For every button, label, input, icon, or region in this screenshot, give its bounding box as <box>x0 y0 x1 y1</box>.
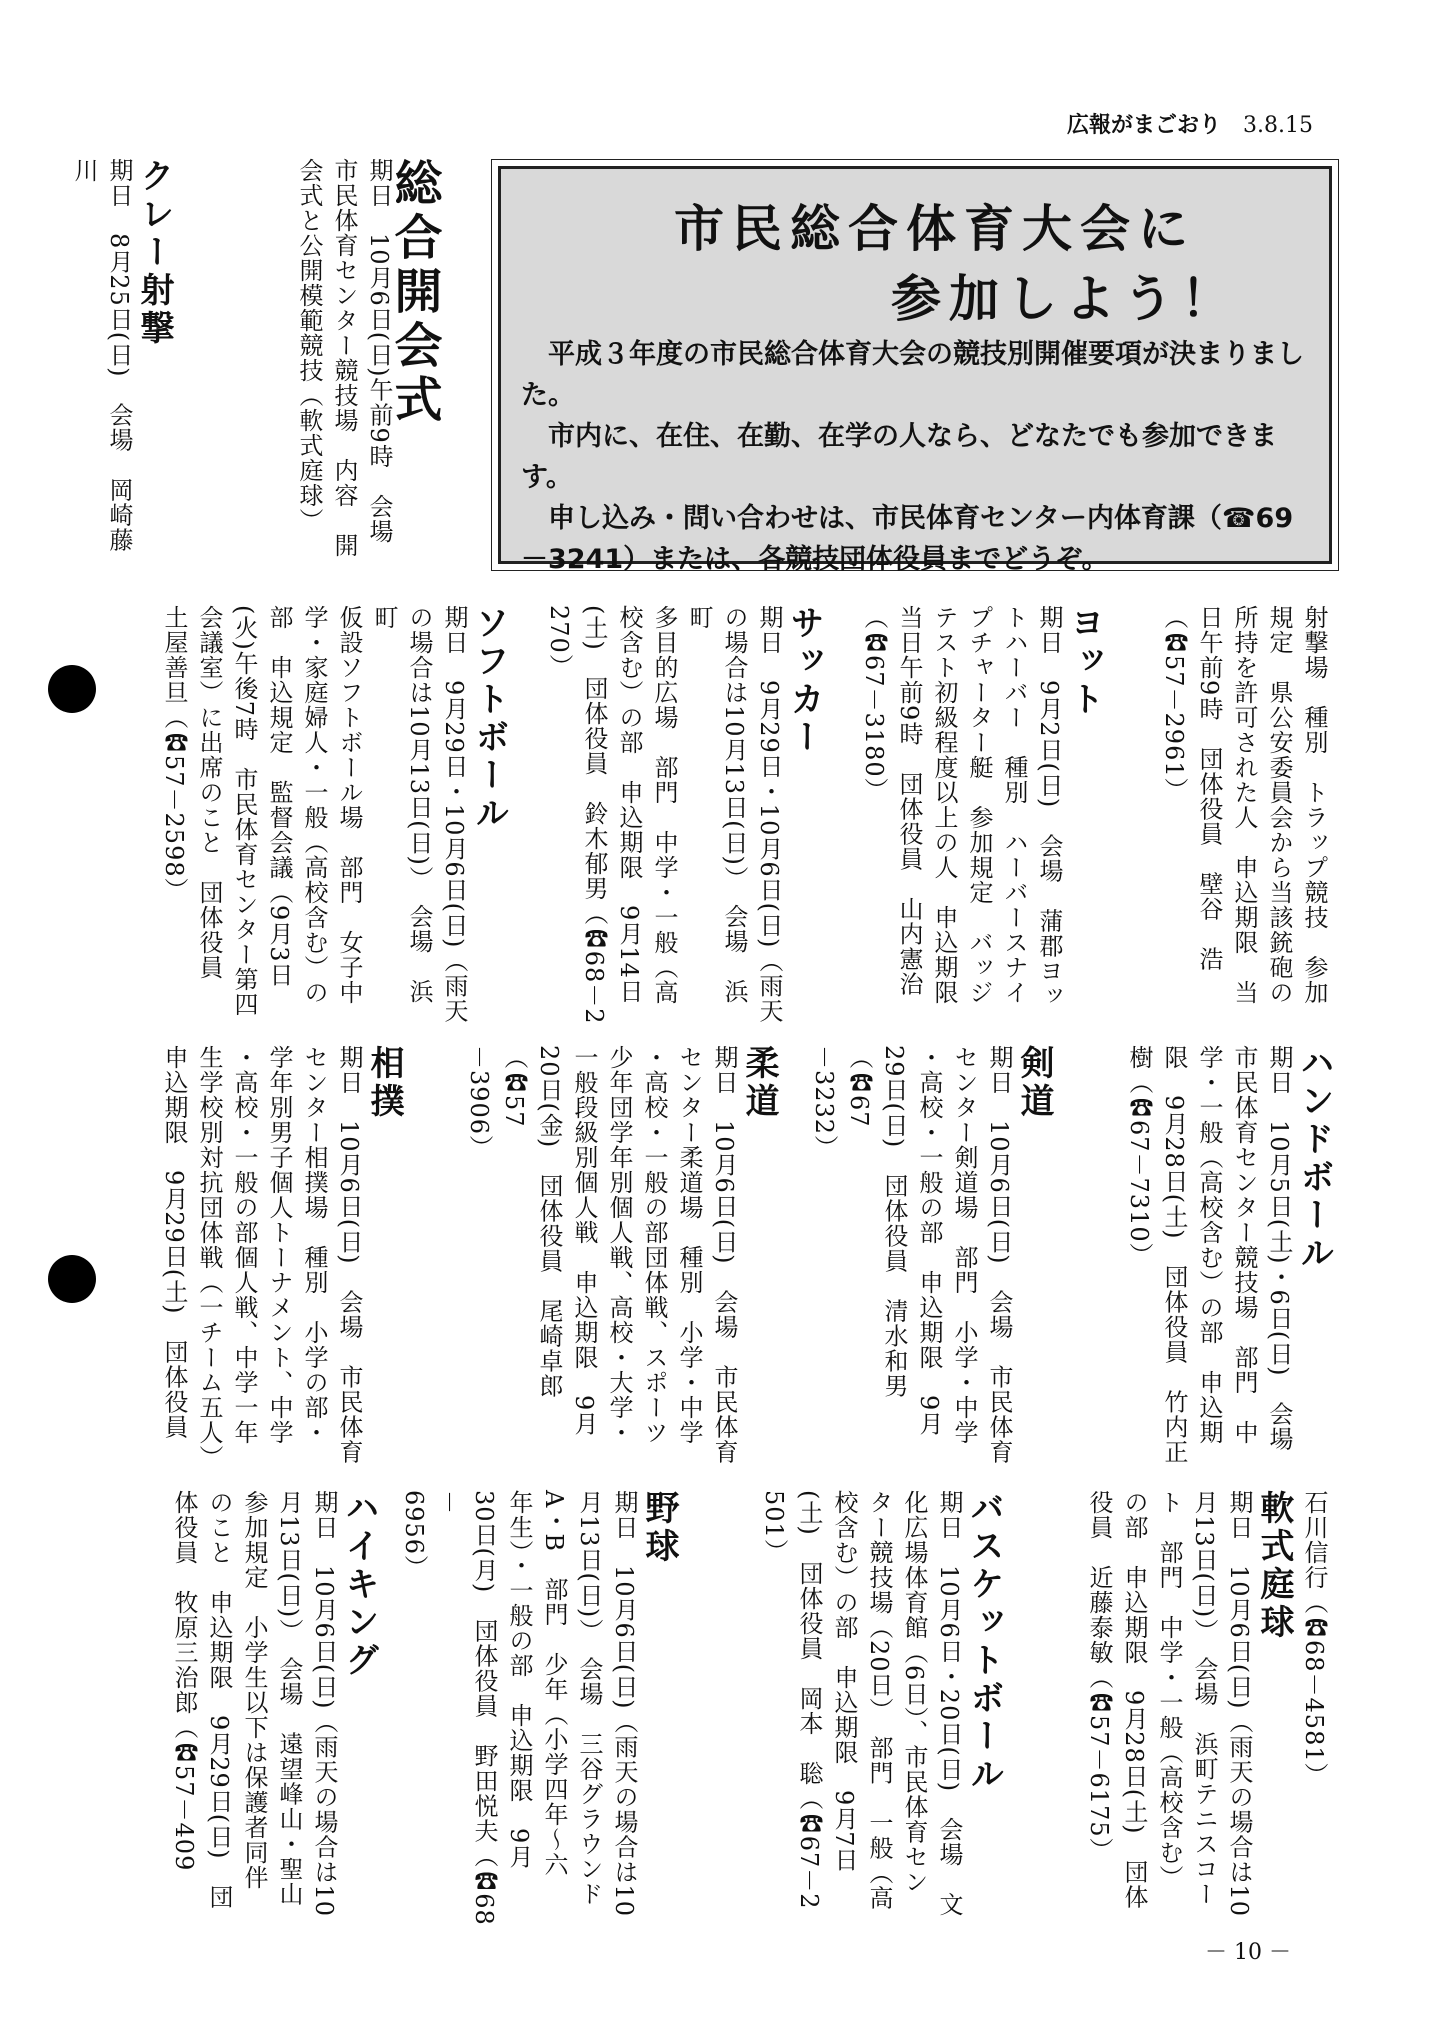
section-line: 月13日(日)） 会場 遠望峰山・聖山 <box>275 1490 303 1907</box>
section-line: 限 9月28日(土) 団体役員 竹内正 <box>1160 1045 1188 1465</box>
section-handball <box>1121 1045 1334 1470</box>
section-heading: ソフトボール <box>469 605 509 833</box>
section-line: 石川信行（☎68－4581） <box>1300 1490 1328 1788</box>
section-line: 校含む）の部 申込期限 9月7日 <box>830 1490 858 1873</box>
section-heading: ヨット <box>1064 605 1104 719</box>
section-sumo-cont <box>1296 1490 1331 1930</box>
section-line: の場合は10月13日(日)） 会場 浜町 <box>370 605 433 1004</box>
section-heading: 軟式庭球 <box>1254 1490 1294 1642</box>
section-hiking <box>166 1490 379 1930</box>
section-line: 月13日(日)） 会場 浜町テニスコー <box>1190 1490 1218 1907</box>
section-line: （☎57－2961） <box>1160 605 1188 803</box>
section-sumo <box>156 1045 404 1470</box>
section-line: センター相撲場 種別 小学の部・ <box>300 1045 328 1445</box>
binding-hole <box>48 1255 96 1303</box>
section-line: ・高校・一般の部団体戦、スポーツ <box>640 1045 668 1445</box>
section-line: 29日(日) 団体役員 清水和男（☎67 <box>845 1045 908 1399</box>
section-heading: ハイキング <box>339 1490 379 1680</box>
section-line: 期日 9月29日・10月6日(日)（雨天 <box>440 605 468 1024</box>
section-line: 申込期限 9月29日(土) 団体役員 <box>160 1045 188 1440</box>
section-line: ・高校・一般の部個人戦、中学一年 <box>230 1045 258 1445</box>
announcement-box <box>498 166 1332 575</box>
newsletter-title: 広報がまごおり <box>1067 113 1222 138</box>
section-line: 規定 県公安委員会から当該銃砲の <box>1265 605 1293 1005</box>
section-line: センター剣道場 部門 小学・中学 <box>950 1045 978 1445</box>
section-line: 期日 10月6日(日)（雨天の場合は10 <box>610 1490 638 1918</box>
announcement-paragraph: 平成３年度の市民総合体育大会の競技別開催要項が決まりました。 <box>521 339 1304 411</box>
section-clay-shooting-cont <box>1156 605 1331 1025</box>
section-line: 期日 10月6日(日) 会場 市民体育 <box>710 1045 738 1465</box>
section-line: 日午前9時 団体役員 壁谷 浩 <box>1195 605 1223 972</box>
section-line: 市民体育センター競技場 部門 中 <box>1230 1045 1258 1445</box>
section-line: 期日 9月29日・10月6日(日)（雨天 <box>755 605 783 1024</box>
section-line: 学・家庭婦人・一般（高校含む）の <box>300 605 328 1005</box>
section-line: ・高校・一般の部 申込期限 9月 <box>915 1045 943 1437</box>
binding-hole <box>48 665 96 713</box>
section-line: 期日 10月5日(土)・6日(日) 会場 <box>1265 1045 1293 1452</box>
section-line: プチャーター艇 参加規定 バッジ <box>965 605 993 1005</box>
section-line: 30日(月) 団体役員 野田悦夫（☎68－ <box>435 1490 498 1926</box>
section-line: 一般段級別個人戦 申込期限 9月 <box>570 1045 598 1437</box>
section-heading: クレー射撃 <box>134 158 174 348</box>
section-yacht <box>856 605 1104 1025</box>
section-judo <box>461 1045 779 1470</box>
section-soccer <box>541 605 824 1025</box>
section-line: －3906） <box>465 1045 493 1161</box>
section-line: (火)午後7時 市民体育センター第四 <box>230 605 258 1017</box>
page-header <box>1067 108 1313 139</box>
section-clay-shooting <box>66 158 174 568</box>
section-line: 少年団学年別個人戦、高校・大学・ <box>605 1045 633 1445</box>
section-line: 期日 8月25日(日) 会場 岡崎藤川 <box>70 158 133 553</box>
section-line: 参加規定 小学生以下は保護者同伴 <box>240 1490 268 1890</box>
announcement-paragraph: 市内に、在住、在勤、在学の人なら、どなたでも参加できます。 <box>521 421 1277 493</box>
section-kendo <box>806 1045 1054 1470</box>
section-line: 体役員 牧原三治郎（☎57－409 <box>170 1490 198 1872</box>
section-line: 270） <box>545 605 573 679</box>
section-line: センター柔道場 種別 小学・中学 <box>675 1045 703 1445</box>
section-line: 部 申込規定 監督会議（9月3日 <box>265 605 293 988</box>
section-heading: ハンドボール <box>1294 1045 1334 1273</box>
section-line: 期日 10月6日(日)午前9時 会場 <box>365 158 393 544</box>
section-line: 役員 近藤泰敏（☎57－6175） <box>1085 1490 1113 1863</box>
section-line: の場合は10月13日(日)） 会場 浜町 <box>685 605 748 1004</box>
section-line: テスト初級程度以上の人 申込期限 <box>930 605 958 1005</box>
section-line: －3232） <box>810 1045 838 1161</box>
section-line: 期日 9月2日(日) 会場 蒲郡ヨッ <box>1035 605 1063 1009</box>
section-line: A・B 部門 少年（小学四年～六 <box>540 1490 568 1877</box>
section-line: (土) 団体役員 岡本 聡（☎67－2 <box>795 1490 823 1910</box>
section-line: 多目的広場 部門 中学・一般（高 <box>650 605 678 1005</box>
section-line: 学・一般（高校含む）の部 申込期 <box>1195 1045 1223 1445</box>
section-line: トハーバー 種別 ハーバースナイ <box>1000 605 1028 1005</box>
section-line: 会式と公開模範競技（軟式庭球） <box>295 158 323 533</box>
section-softball <box>156 605 509 1025</box>
section-line: 所持を許可された人 申込期限 当 <box>1230 605 1258 1005</box>
section-line: 学年別男子個人トーナメント、中学 <box>265 1045 293 1445</box>
section-line: 化広場体育館（6日）、市民体育セン <box>900 1490 928 1895</box>
section-line: 期日 10月6日(日)（雨天の場合は10 <box>310 1490 338 1918</box>
section-line: 市民体育センター競技場 内容 開 <box>330 158 358 558</box>
section-heading: 相撲 <box>364 1045 404 1121</box>
announcement-title-line1: 市民総合体育大会に <box>674 200 1196 258</box>
section-line: 会議室）に出席のこと 団体役員 <box>195 605 223 980</box>
page-number: － 10 － <box>1205 1940 1291 1965</box>
section-line: 6956） <box>400 1490 428 1581</box>
section-line: ター競技場（20日） 部門 一般（高 <box>865 1490 893 1911</box>
section-line: 期日 10月6日(日) 会場 市民体育 <box>335 1045 363 1465</box>
section-line: 20日(金) 団体役員 尾崎卓郎（☎57 <box>500 1045 563 1399</box>
section-line: のこと 申込期限 9月29日(日) 団 <box>205 1490 233 1910</box>
section-baseball <box>396 1490 679 1930</box>
section-line: 樹（☎67－7310） <box>1125 1045 1153 1268</box>
section-basketball <box>756 1490 1004 1930</box>
section-heading: 総合開会式 <box>386 158 442 428</box>
section-line: 当日午前9時 団体役員 山内憲治 <box>895 605 923 997</box>
announcement-paragraph: 申し込み・問い合わせは、市民体育センター内体育課（☎69－3241）または、各競技団体役員までどうぞ。 <box>521 503 1294 575</box>
section-line: 校含む）の部 申込期限 9月14日 <box>615 605 643 1004</box>
section-line: 月13日(日)） 会場 三谷グラウンド <box>575 1490 603 1907</box>
announcement-title-line2: 参加しよう！ <box>891 270 1239 328</box>
section-line: 射撃場 種別 トラップ競技 参加 <box>1300 605 1328 1005</box>
section-line: 仮設ソフトボール場 部門 女子中 <box>335 605 363 1005</box>
section-line: 期日 10月6日(日)（雨天の場合は10 <box>1225 1490 1253 1918</box>
section-heading: 野球 <box>639 1490 679 1566</box>
section-heading: サッカー <box>784 605 824 757</box>
section-line: 年生）・一般の部 申込期限 9月 <box>505 1490 533 1870</box>
announcement-body <box>521 334 1309 580</box>
section-line: （☎67－3180） <box>860 605 888 803</box>
section-line: 期日 10月6日(日) 会場 市民体育 <box>985 1045 1013 1465</box>
section-line: 501） <box>760 1490 788 1564</box>
section-line: ト 部門 中学・一般（高校含む） <box>1155 1490 1183 1890</box>
section-heading: バスケットボール <box>964 1490 1004 1794</box>
issue-date: 3.8.15 <box>1243 113 1313 138</box>
section-line: 期日 10月6日・20日(日) 会場 文 <box>935 1490 963 1918</box>
section-heading: 柔道 <box>739 1045 779 1121</box>
section-line: 生学校別対抗団体戦（一チーム五人） <box>195 1045 223 1470</box>
section-soft-tennis <box>1081 1490 1294 1930</box>
section-heading: 剣道 <box>1014 1045 1054 1121</box>
section-line: 土屋善旦（☎57－2598） <box>160 605 188 903</box>
section-opening <box>291 158 442 568</box>
section-line: の部 申込期限 9月28日(土) 団体 <box>1120 1490 1148 1910</box>
section-line: (土) 団体役員 鈴木郁男（☎68－2 <box>580 605 608 1025</box>
